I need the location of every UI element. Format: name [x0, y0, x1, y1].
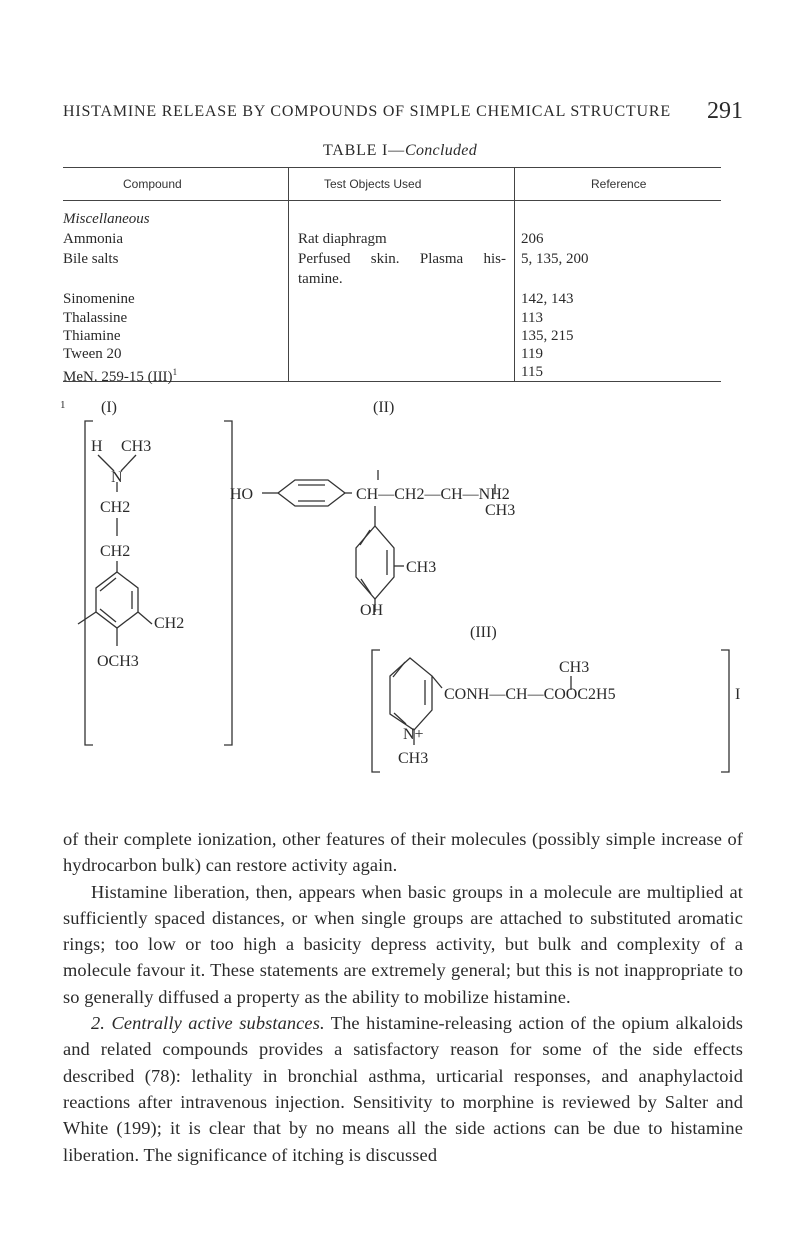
table-cell-compound: Tween 20: [63, 346, 122, 362]
struct-I-ch2-second: CH2: [100, 543, 131, 560]
struct-III-ch3-bottom: CH3: [398, 750, 429, 767]
table-cell-test-objects: Perfused skin. Plasma his-: [298, 251, 506, 267]
structure-label-II: (II): [373, 399, 395, 416]
table-header-reference: Reference: [591, 177, 647, 191]
table-header-compound: Compound: [123, 177, 182, 191]
table-cell-reference: 135, 215: [521, 328, 574, 344]
structure-label-III: (III): [470, 624, 497, 641]
struct-II-ho: HO: [230, 486, 254, 503]
running-head-title: HISTAMINE RELEASE BY COMPOUNDS OF SIMPLE CHEMICAL STRUCTURE: [63, 103, 671, 120]
struct-I-ch3: CH3: [121, 438, 152, 455]
paragraph: [63, 1010, 743, 1168]
struct-I-ch2: CH2: [100, 499, 131, 516]
table-cell-compound: Thiamine: [63, 328, 121, 344]
struct-II-ch3-ring: CH3: [406, 559, 437, 576]
struct-III-chain: CONH—CH—COOC2H5: [444, 686, 616, 703]
table-caption-prefix: TABLE I—: [322, 142, 405, 159]
table-cell-compound-text: MeN. 259-15 (III): [63, 369, 173, 385]
footnote-ref: 1: [172, 367, 178, 377]
table-cell-reference: 119: [521, 346, 543, 362]
struct-III-n-plus: N+: [403, 726, 424, 743]
table-cell-test-objects: Rat diaphragm: [298, 231, 387, 247]
struct-III-ch3-top: CH3: [559, 659, 590, 676]
struct-II-chain: CH—CH2—CH—NH2: [356, 486, 510, 503]
structure-I-left-bracket: [85, 421, 93, 745]
struct-I-ch2-side: CH2: [154, 615, 185, 632]
paragraph-text: The histamine-releasing action of the opium alkaloids and related compounds provides a satisfactory reason for some of the side effects described (78): lethality in bronchial asthma, urticarial responses, and anaphylactoid reactions after intravenous injection. Sensitivity to morphine is reviewed by Salter and White (199); it is clear that by no means all the side actions can be due to histamine liberation. The significance of itching is discussed: [63, 1013, 743, 1165]
struct-II-ch3-top: CH3: [485, 502, 516, 519]
table-cell-reference: 142, 143: [521, 291, 574, 307]
section-heading: Centrally active substances.: [111, 1013, 325, 1034]
struct-II-oh: OH: [360, 602, 384, 619]
structure-III-right-bracket: [721, 650, 729, 772]
page-number: 291: [707, 98, 743, 124]
table-cell-reference: 113: [521, 310, 543, 326]
section-number: 2.: [91, 1013, 105, 1034]
structure-III-left-bracket: [372, 650, 380, 772]
table-caption-suffix: Concluded: [404, 142, 478, 159]
table-header-test-objects: Test Objects Used: [324, 177, 422, 191]
table-cell-compound: Thalassine: [63, 310, 128, 326]
struct-I-h: H: [91, 438, 103, 455]
table-cell-compound: Bile salts: [63, 251, 119, 267]
table-cell-reference: 5, 135, 200: [521, 251, 589, 267]
struct-I-och3: OCH3: [97, 653, 139, 670]
body-text: [63, 826, 743, 1168]
table-cell-reference: 115: [521, 364, 543, 380]
table-group-label: Miscellaneous: [63, 211, 150, 227]
table-cell-test-objects-continued: tamine.: [298, 271, 343, 287]
paragraph: Histamine liberation, then, appears when basic groups in a molecule are multiplied at sufficiently spaced distances, or when single groups are attached to substituted aromatic rings; too low or too high a basicity depress activity, but bulk and complexity of a molecule favour it. These statements are extremely general; but this is not inappropriate to so generally diffused a property as the ability to mobilize histamine.: [63, 881, 743, 1007]
structure-I-right-bracket: [224, 421, 232, 745]
footnote-mark: 1: [60, 399, 66, 411]
paragraph: of their complete ionization, other features of their molecules (possibly simple increase of hydrocarbon bulk) can restore activity again.: [63, 829, 743, 876]
table-cell-reference: 206: [521, 231, 544, 247]
table-cell-compound: Ammonia: [63, 231, 123, 247]
struct-III-iodide: I: [735, 686, 741, 703]
structure-label-I: (I): [101, 399, 117, 416]
table-cell-compound: Sinomenine: [63, 291, 135, 307]
struct-I-n: N: [111, 469, 123, 486]
